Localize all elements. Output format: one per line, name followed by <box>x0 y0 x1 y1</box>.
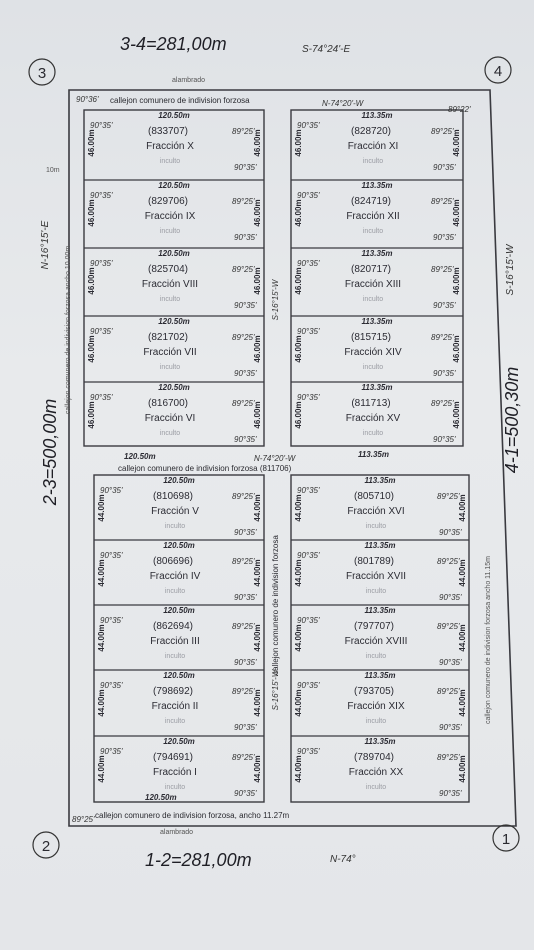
lot-width: 113.35m <box>364 476 396 485</box>
lot-depth-west: 44.00m <box>97 755 106 783</box>
lot-name: Fracción VII <box>143 347 197 358</box>
lot-angle-se: 90°35' <box>234 593 257 602</box>
lot-name: Fracción I <box>153 767 197 778</box>
lot-status: inculto <box>164 718 186 725</box>
lot-depth-west: 46.00m <box>87 267 96 295</box>
lot-angle-nw: 90°35' <box>90 121 113 130</box>
lot-depth-east: 44.00m <box>458 559 467 587</box>
lot-angle-se: 90°35' <box>439 789 462 798</box>
lot-angle-se: 90°35' <box>234 163 257 172</box>
lot-angle-ne: 89°25' <box>431 265 454 274</box>
lot-status: inculto <box>362 296 384 303</box>
lot-depth-west: 44.00m <box>294 559 303 587</box>
alley-south-label: callejon comunero de indivision forzosa, ancho 11.27m <box>95 811 290 820</box>
lot-depth-east: 44.00m <box>458 624 467 652</box>
alley-north-east-angle: 89°22' <box>448 105 471 114</box>
lot-code: (794691) <box>152 752 194 763</box>
lot-status: inculto <box>362 364 384 371</box>
lot-angle-se: 90°35' <box>433 233 456 242</box>
lot-code: (824719) <box>350 196 392 207</box>
lot-width: 120.50m <box>163 671 195 680</box>
lot-depth-west: 46.00m <box>87 401 96 429</box>
lot-code: (821702) <box>147 332 189 343</box>
lot-angle-ne: 89°25' <box>232 622 255 631</box>
lot-angle-ne: 89°25' <box>232 333 255 342</box>
lot-status: inculto <box>365 653 387 660</box>
lot-name: Fracción XX <box>348 767 404 778</box>
lot-depth-west: 46.00m <box>294 129 303 157</box>
lot-code: (833707) <box>147 126 189 137</box>
alley-center-bearing: S-16°15'-W <box>271 279 280 321</box>
lot-angle-ne: 89°25' <box>431 399 454 408</box>
lot-name: Fracción XVIII <box>344 636 408 647</box>
lot-depth-east: 44.00m <box>458 755 467 783</box>
lot-width: 120.50m <box>158 383 190 392</box>
lot-depth-east: 46.00m <box>452 129 461 157</box>
lot-depth-east: 46.00m <box>452 401 461 429</box>
lot-angle-se: 90°35' <box>439 528 462 537</box>
lot-angle-nw: 90°35' <box>297 551 320 560</box>
lot-width: 120.50m <box>158 181 190 190</box>
lot-depth-west: 44.00m <box>294 689 303 717</box>
lot-angle-nw: 90°35' <box>100 486 123 495</box>
lot-angle-ne: 89°25' <box>437 622 460 631</box>
lot-name: Fracción XVII <box>345 571 407 582</box>
lot-angle-ne: 89°25' <box>437 687 460 696</box>
lot-width: 120.50m <box>163 737 195 746</box>
lot-status: inculto <box>362 158 384 165</box>
lot-name: Fracción II <box>151 701 199 712</box>
lot-width: 113.35m <box>361 383 393 392</box>
lot-width: 120.50m <box>158 111 190 120</box>
alley-center-label: callejon comunero de indivision forzosa <box>271 535 280 675</box>
lot-angle-ne: 89°25' <box>431 333 454 342</box>
lot-angle-nw: 90°35' <box>90 327 113 336</box>
lot-angle-se: 90°35' <box>234 658 257 667</box>
boundary-2-3-bearing: N-16°15'-E <box>40 220 51 270</box>
boundary-4-1-bearing: S-16°15'-W <box>505 244 516 296</box>
lot-status: inculto <box>159 364 181 371</box>
lot-angle-se: 90°35' <box>433 369 456 378</box>
lot-angle-ne: 89°25' <box>232 127 255 136</box>
boundary-4-1-length: 4-1=500,30m <box>502 366 522 474</box>
lot-width: 120.50m <box>158 249 190 258</box>
lot-angle-se: 90°35' <box>234 528 257 537</box>
lot-status: inculto <box>164 523 186 530</box>
alley-south-angle: 89°25' <box>72 815 95 824</box>
lot-angle-ne: 89°25' <box>431 197 454 206</box>
lot-depth-west: 44.00m <box>294 624 303 652</box>
lot-depth-west: 44.00m <box>97 494 106 522</box>
lot-code: (815715) <box>350 332 392 343</box>
lot-name: Fracción III <box>150 636 200 647</box>
lot-angle-nw: 90°35' <box>100 551 123 560</box>
alley-middle-bearing: N-74°20'-W <box>254 454 296 463</box>
lot-angle-nw: 90°35' <box>297 747 320 756</box>
fence-label-top: alambrado <box>172 77 206 84</box>
lot-angle-se: 90°35' <box>439 723 462 732</box>
corner-label-1: 1 <box>501 831 511 848</box>
lot-angle-nw: 90°35' <box>90 393 113 402</box>
lot-depth-west: 46.00m <box>87 129 96 157</box>
lot-angle-se: 90°35' <box>439 658 462 667</box>
lot-code: (828720) <box>350 126 392 137</box>
lot-angle-se: 90°35' <box>234 723 257 732</box>
lot-angle-nw: 90°35' <box>100 681 123 690</box>
lot-width: 113.35m <box>361 317 393 326</box>
lot-depth-west: 46.00m <box>294 335 303 363</box>
lot-angle-ne: 89°25' <box>232 753 255 762</box>
boundary-3-4-bearing: S-74°24'-E <box>302 44 351 55</box>
lot-status: inculto <box>365 784 387 791</box>
lot-depth-east: 44.00m <box>253 689 262 717</box>
boundary-2-3-length: 2-3=500,00m <box>40 398 60 506</box>
lot-angle-nw: 90°35' <box>297 393 320 402</box>
lot-angle-ne: 89°25' <box>437 557 460 566</box>
lot-angle-se: 90°35' <box>234 233 257 242</box>
fence-label-bottom: alambrado <box>160 829 194 836</box>
lot-angle-se: 90°35' <box>439 593 462 602</box>
lot-depth-east: 46.00m <box>452 199 461 227</box>
lot-name: Fracción XV <box>345 413 401 424</box>
lot-code: (811713) <box>351 398 391 409</box>
corner-label-4: 4 <box>493 63 503 80</box>
lot-angle-nw: 90°35' <box>100 747 123 756</box>
lot-code: (825704) <box>147 264 189 275</box>
lot-width: 113.35m <box>364 671 396 680</box>
lot-depth-east: 46.00m <box>253 129 262 157</box>
lot-depth-east: 44.00m <box>253 494 262 522</box>
lot-width: 120.50m <box>163 541 195 550</box>
lot-status: inculto <box>365 523 387 530</box>
lot-name: Fracción XVI <box>347 506 405 517</box>
lot-code: (793705) <box>353 686 395 697</box>
lot-depth-east: 46.00m <box>253 401 262 429</box>
lot-angle-nw: 90°35' <box>297 681 320 690</box>
alley-north-bearing: N-74°20'-W <box>322 99 364 108</box>
lot-angle-se: 90°35' <box>433 301 456 310</box>
lot-name: Fracción X <box>146 141 194 152</box>
lot-angle-ne: 89°25' <box>437 753 460 762</box>
lot-status: inculto <box>159 158 181 165</box>
lot-width: 120.50m <box>158 317 190 326</box>
lot-depth-east: 44.00m <box>253 624 262 652</box>
lot-name: Fracción XI <box>347 141 399 152</box>
lot-name: Fracción VI <box>144 413 196 424</box>
lot-depth-east: 46.00m <box>253 335 262 363</box>
lot-name: Fracción XIII <box>344 279 402 290</box>
lot-depth-east: 44.00m <box>253 559 262 587</box>
lot-angle-nw: 90°35' <box>297 327 320 336</box>
lot-angle-se: 90°35' <box>433 435 456 444</box>
lot-angle-nw: 90°35' <box>297 616 320 625</box>
lot-code: (798692) <box>152 686 194 697</box>
lot-name: Fracción IX <box>144 211 196 222</box>
lot-angle-nw: 90°35' <box>297 121 320 130</box>
lot-depth-east: 46.00m <box>452 267 461 295</box>
lot-depth-east: 44.00m <box>458 494 467 522</box>
alley-middle-label: callejon comunero de indivision forzosa (811706) <box>118 464 292 473</box>
lot-name: Fracción IV <box>149 571 201 582</box>
alley-middle-length: 120.50m <box>124 452 156 461</box>
lot-depth-west: 46.00m <box>87 199 96 227</box>
lot-depth-west: 44.00m <box>97 624 106 652</box>
lot-angle-ne: 89°25' <box>437 492 460 501</box>
lot-name: Fracción V <box>151 506 199 517</box>
lot-depth-east: 46.00m <box>253 199 262 227</box>
lot-width: 113.35m <box>361 181 393 190</box>
lot-width: 120.50m <box>163 476 195 485</box>
lot-width: 113.35m <box>364 541 396 550</box>
alley-north-angle: 90°36' <box>76 95 99 104</box>
lot-status: inculto <box>159 228 181 235</box>
lot-angle-ne: 89°25' <box>232 492 255 501</box>
corner-label-2: 2 <box>41 838 51 855</box>
lot-code: (789704) <box>353 752 395 763</box>
lot-width: 113.35m <box>361 249 393 258</box>
lot-code: (797707) <box>353 621 395 632</box>
lot-depth-west: 44.00m <box>97 689 106 717</box>
lot-depth-west: 46.00m <box>87 335 96 363</box>
boundary-1-2-bearing: N-74° <box>330 854 356 865</box>
boundary-1-2-length: 1-2=281,00m <box>145 850 252 870</box>
lot-angle-nw: 90°35' <box>100 616 123 625</box>
lot-status: inculto <box>159 296 181 303</box>
lot-width: 113.35m <box>361 111 393 120</box>
lot-angle-nw: 90°35' <box>90 259 113 268</box>
lot-status: inculto <box>164 588 186 595</box>
lot-angle-ne: 89°25' <box>232 557 255 566</box>
alley-middle-right-length: 113.35m <box>358 450 389 459</box>
lot-code: (816700) <box>147 398 189 409</box>
lot-name: Fracción XIX <box>347 701 405 712</box>
lot-depth-west: 46.00m <box>294 267 303 295</box>
lot-angle-nw: 90°35' <box>297 259 320 268</box>
lot-code: (805710) <box>353 491 395 502</box>
south-block-length: 120.50m <box>145 793 177 802</box>
boundary-3-4-length: 3-4=281,00m <box>120 34 227 54</box>
lot-code: (820717) <box>350 264 392 275</box>
lot-depth-east: 46.00m <box>253 267 262 295</box>
lot-code: (810698) <box>152 491 194 502</box>
lot-angle-ne: 89°25' <box>232 265 255 274</box>
lot-status: inculto <box>164 653 186 660</box>
lot-angle-ne: 89°25' <box>431 127 454 136</box>
lot-name: Fracción XII <box>346 211 400 222</box>
lot-angle-nw: 90°35' <box>90 191 113 200</box>
lot-angle-se: 90°35' <box>234 435 257 444</box>
corner-label-3: 3 <box>37 65 47 82</box>
lot-angle-se: 90°35' <box>234 789 257 798</box>
lot-name: Fracción VIII <box>141 279 199 290</box>
lot-status: inculto <box>365 588 387 595</box>
lot-angle-se: 90°35' <box>234 369 257 378</box>
lot-depth-west: 44.00m <box>294 494 303 522</box>
lot-depth-west: 44.00m <box>97 559 106 587</box>
lot-code: (806696) <box>152 556 194 567</box>
lot-depth-west: 44.00m <box>294 755 303 783</box>
lot-name: Fracción XIV <box>344 347 402 358</box>
lot-angle-se: 90°35' <box>234 301 257 310</box>
lot-code: (862694) <box>152 621 194 632</box>
lot-width: 113.35m <box>364 737 396 746</box>
lot-angle-ne: 89°25' <box>232 687 255 696</box>
lot-status: inculto <box>365 718 387 725</box>
lot-status: inculto <box>164 784 186 791</box>
lot-angle-nw: 90°35' <box>297 191 320 200</box>
lot-depth-east: 46.00m <box>452 335 461 363</box>
width-10m-label: 10m <box>46 167 60 174</box>
lot-depth-east: 44.00m <box>253 755 262 783</box>
lot-code: (801789) <box>353 556 395 567</box>
lot-depth-east: 44.00m <box>458 689 467 717</box>
lot-status: inculto <box>159 430 181 437</box>
lot-angle-ne: 89°25' <box>232 399 255 408</box>
alley-center-bearing-south: S-16°15'-W <box>271 669 280 711</box>
alley-north-label: callejon comunero de indivision forzosa <box>110 96 250 105</box>
lot-status: inculto <box>362 430 384 437</box>
lot-depth-west: 46.00m <box>294 401 303 429</box>
lot-angle-se: 90°35' <box>433 163 456 172</box>
lot-angle-ne: 89°25' <box>232 197 255 206</box>
lot-width: 120.50m <box>163 606 195 615</box>
lot-angle-nw: 90°35' <box>297 486 320 495</box>
lot-depth-west: 46.00m <box>294 199 303 227</box>
lot-status: inculto <box>362 228 384 235</box>
alley-west-label: callejon comunero de indivision forzosa ancho 10.00m <box>65 245 72 415</box>
lot-code: (829706) <box>147 196 189 207</box>
alley-east-label: callejon comunero de indivision forzosa ancho 11.15m <box>485 556 492 724</box>
lot-width: 113.35m <box>364 606 396 615</box>
